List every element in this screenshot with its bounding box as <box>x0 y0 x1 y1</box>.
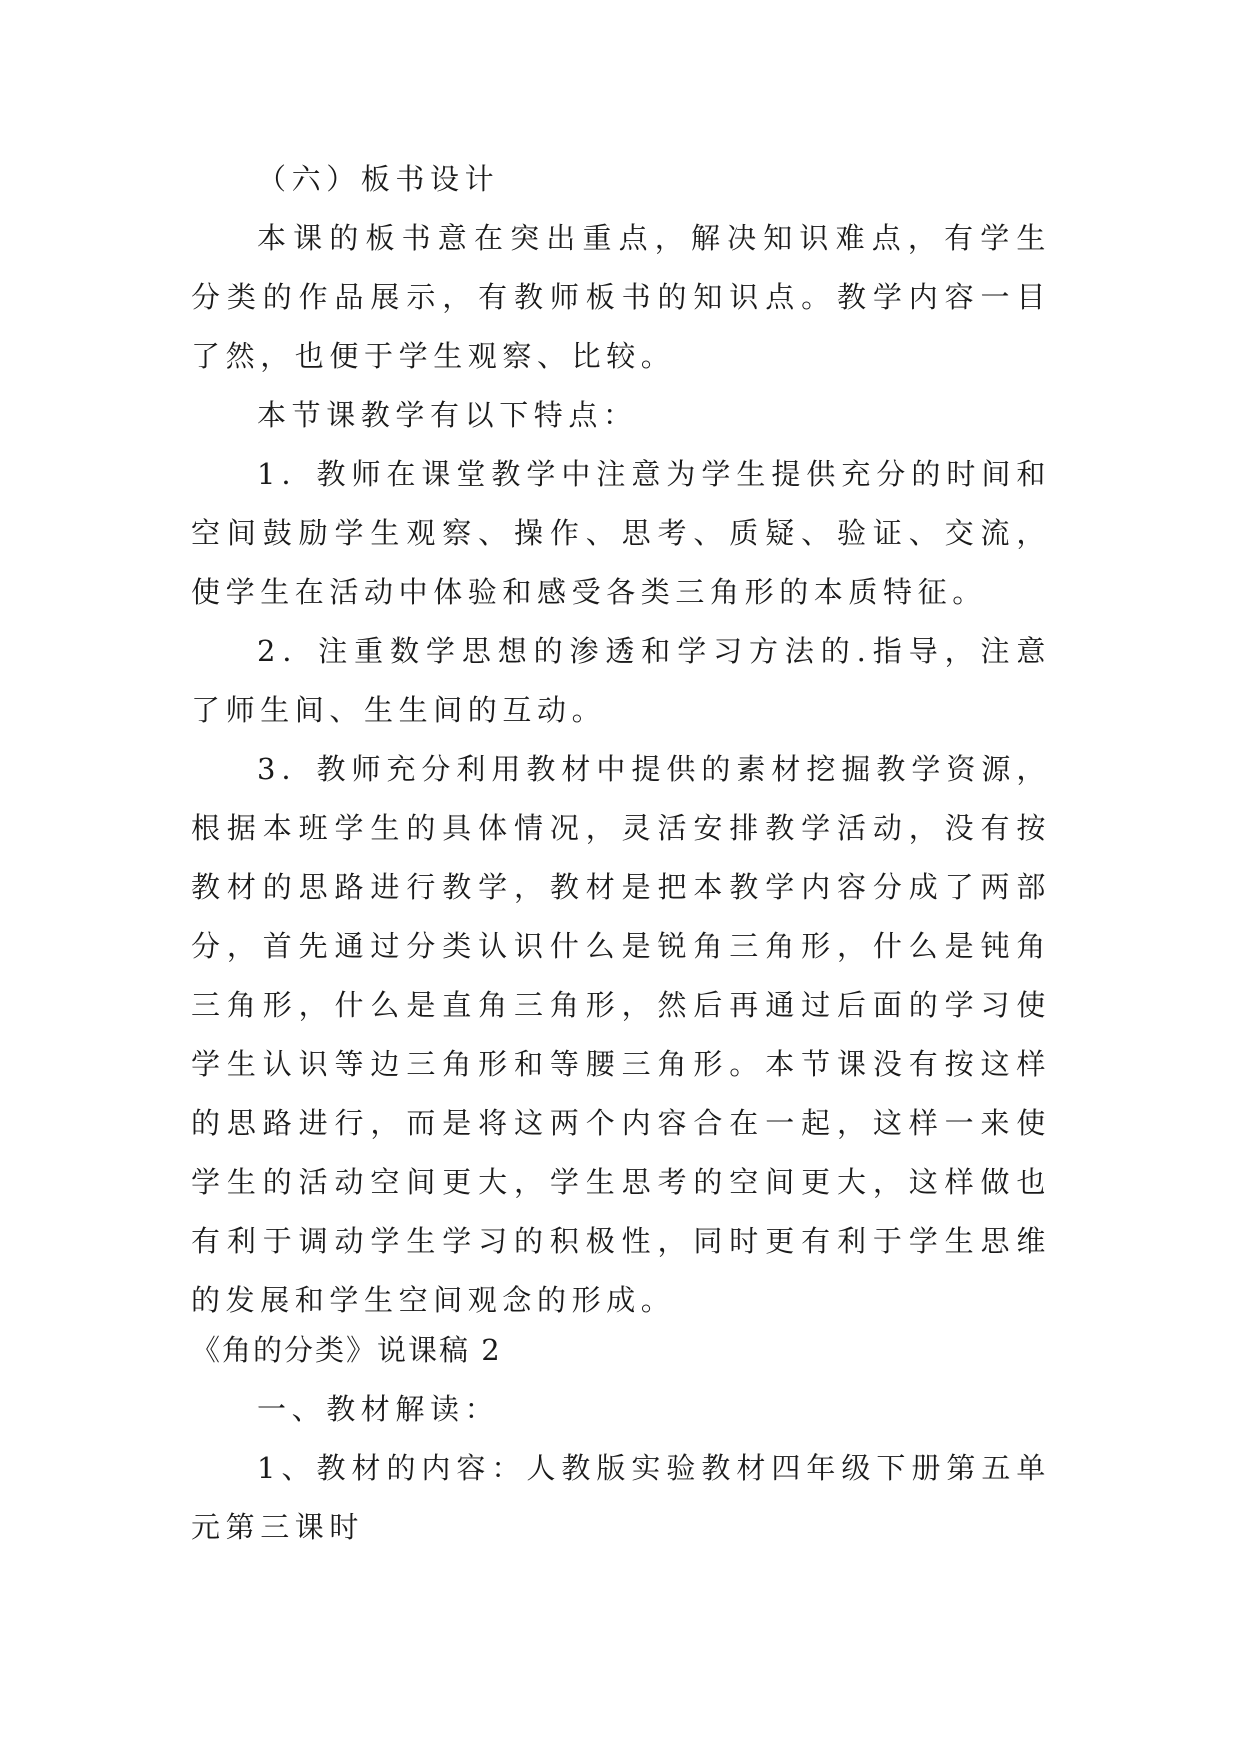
paragraph-board-design: 本课的板书意在突出重点，解决知识难点，有学生分类的作品展示，有教师板书的知识点。教学内容一目了然，也便于学生观察、比较。 <box>191 221 1051 373</box>
section-heading: （六）板书设计 <box>257 162 500 196</box>
paragraph-textbook-heading: 一、教材解读： <box>257 1392 500 1426</box>
section-six <box>191 150 1051 1330</box>
document-title: 《角的分类》说课稿 2 <box>191 1333 502 1367</box>
paragraph-feature-3: 3．教师充分利用教材中提供的素材挖掘教学资源，根据本班学生的具体情况，灵活安排教学活动，没有按教材的思路进行教学，教材是把本教学内容分成了两部分，首先通过分类认识什么是锐角三角形，什么是钝角三角形，什么是直角三角形，然后再通过后面的学习使学生认识等边三角形和等腰三角形。本节课没有按这样的思路进行，而是将这两个内容合在一起，这样一来使学生的活动空间更大，学生思考的空间更大，这样做也有利于调动学生学习的积极性，同时更有利于学生思维的发展和学生空间观念的形成。 <box>191 752 1051 1317</box>
paragraph-feature-2: 2．注重数学思想的渗透和学习方法的.指导，注意了师生间、生生间的互动。 <box>191 634 1051 727</box>
paragraph-textbook-content: 1、教材的内容：人教版实验教材四年级下册第五单元第三课时 <box>191 1451 1051 1544</box>
paragraph-feature-1: 1．教师在课堂教学中注意为学生提供充分的时间和空间鼓励学生观察、操作、思考、质疑、验证、交流，使学生在活动中体验和感受各类三角形的本质特征。 <box>191 457 1051 609</box>
paragraph-features-intro: 本节课教学有以下特点： <box>257 398 638 432</box>
section-textbook <box>191 1380 1051 1557</box>
